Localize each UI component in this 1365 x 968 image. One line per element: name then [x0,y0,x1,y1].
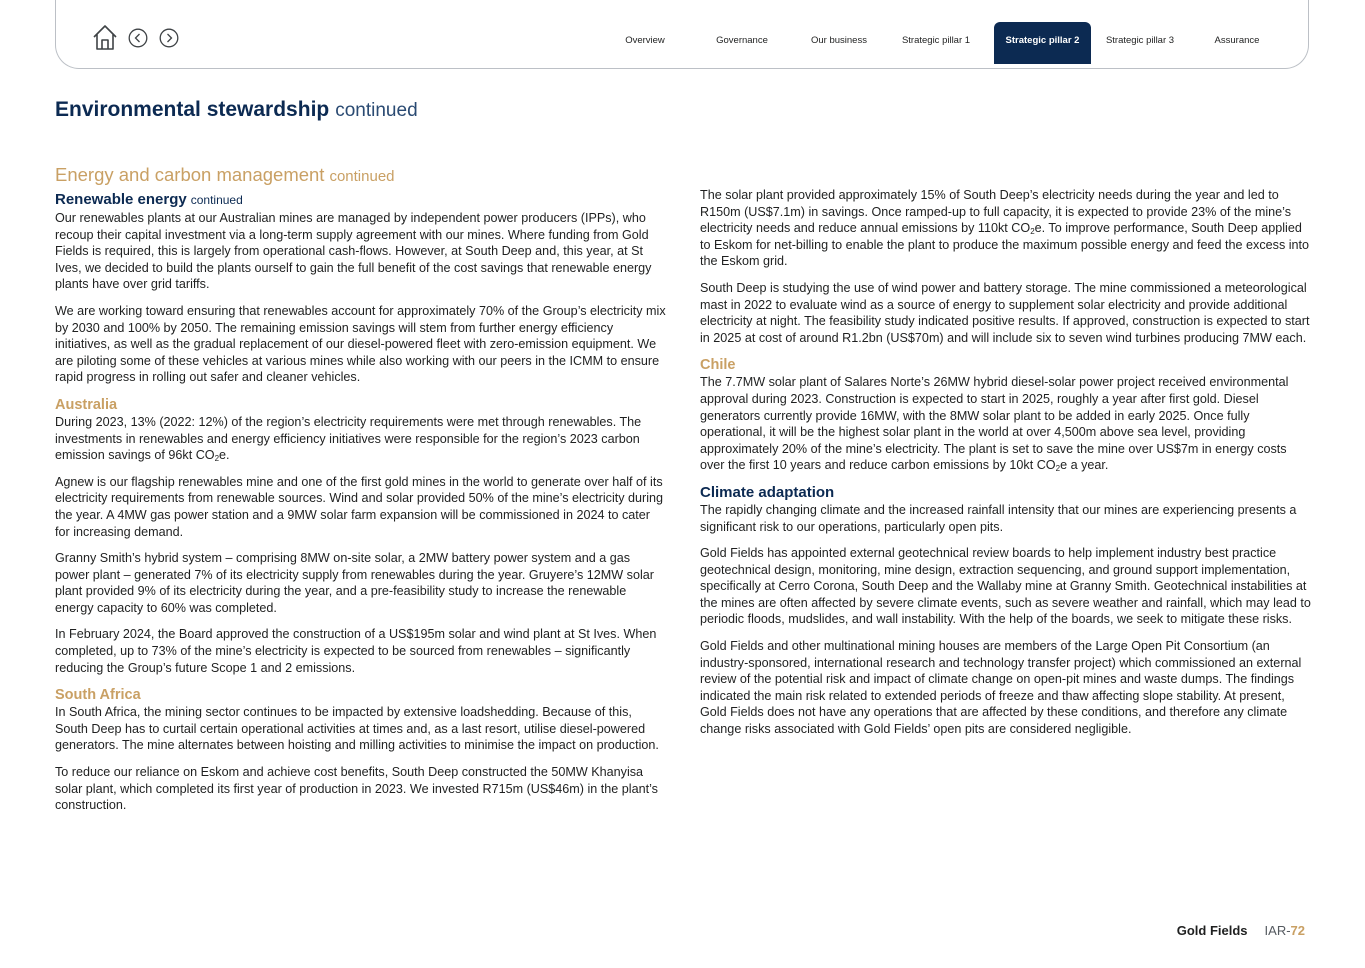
south-africa-paragraph-1: In South Africa, the mining sector continues to be impacted by extensive loadshedding. Because of this, South Deep has to curtail certain operational activities at times and, as a last resort, utilise diesel-powered generators. The mine alternates between hoisting and milling activities to minimise the impact on production. [55,705,659,753]
australia-paragraph-2: Agnew is our flagship renewables mine and one of the first gold mines in the world to generate over half of its electricity requirements from renewable sources. Wind and solar provided 50% of the mine’s electricity during the year. A 4MW gas power station and a 9MW solar farm expansion will be commissioned in 2024 to cater for increasing demand. [55,474,664,539]
climate-paragraph-3: Gold Fields and other multinational mining houses are members of the Large Open Pit Consortium (an industry-sponsored, international research and technology transfer project) which commissioned an external review of the potential risk and impact of climate change on open-pit mines and waste dumps. The findings indicated the main risk related to extended periods of freeze and thaw affecting slope stability. At present, Gold Fields does not have any operations that are affected by these conditions, and therefore any climate change risks associated with Gold Fields’ open pits are considered negligible. [700,639,1302,737]
south-deep-paragraph-1-text: The solar plant provided approximately 15% of South Deep’s electricity needs during the year and led to R150m (US$7.1m) in savings. Once ramped-up to full capacity, it is expected to provide 23% of the mine’s electricity needs and reduce annual emissions by 110kt CO [700,188,1292,236]
footer-report-prefix: IAR- [1264,923,1291,938]
australia-paragraph-1-end: e. [219,448,230,463]
footer-brand: Gold Fields [1176,923,1248,938]
tab-strategic-pillar-3[interactable]: Strategic pillar 3 [1105,34,1175,46]
page-title-suffix: continued [335,100,418,121]
tab-assurance[interactable]: Assurance [1214,34,1260,46]
co2-subscript: 2 [214,454,220,464]
section-heading-suffix: continued [329,168,395,185]
climate-paragraph-1: The rapidly changing climate and the increased rainfall intensity that our mines are experiencing presents a significant risk to our operations, particularly open pits. [700,502,1297,534]
page-title-text: Environmental stewardship [55,98,330,121]
chile-heading: Chile [700,357,736,374]
home-icon[interactable] [92,24,118,51]
right-column [700,187,1312,748]
top-navigation-bar [55,0,1309,69]
section-heading-text: Energy and carbon management [55,164,325,185]
renewable-energy-heading [55,191,667,209]
co2-subscript: 2 [1055,464,1061,474]
section-heading [55,164,667,188]
tab-overview[interactable]: Overview [625,34,665,46]
co2-subscript: 2 [1030,227,1035,237]
australia-paragraph-4: In February 2024, the Board approved the construction of a US$195m solar and wind plant at St Ives. When completed, up to 73% of the mine’s electricity is expected to be sourced from renewables – significantly reducing the Group’s future Scope 1 and 2 emissions. [55,627,657,675]
south-africa-heading: South Africa [55,687,141,704]
chile-paragraph-end: e a year. [1060,458,1109,473]
south-deep-paragraph-1 [700,187,1312,270]
renewable-paragraph-2: We are working toward ensuring that renewables account for approximately 70% of the Group’s electricity mix by 2030 and 100% by 2050. The remaining emission savings will stem from further energy efficiency initiatives, as well as the gradual replacement of our diesel-powered fleet with zero-emission equipment. We are piloting some of these vehicles at various mines while also working with our peers in the ICMM to ensure rapid progress in rolling out safer and cleaner vehicles. [55,303,666,385]
renewable-paragraph-1: Our renewables plants at our Australian mines are managed by independent power producers (IPPs), who recoup their capital investment via a long-term supply agreement with our mines. Where funding from Gold Fields is required, this is largely from operational cash-flows. However, at South Deep and, this year, at St Ives, we decided to build the plants ourself to gain the full benefit of the cost savings that renewable energy plants have over grid tariffs. [55,211,652,292]
chile-paragraph [700,374,1312,474]
australia-paragraph-3: Granny Smith’s hybrid system – comprising 8MW on-site solar, a 2MW battery power system and a gas power plant – generated 7% of its electricity supply from renewables during the year. Gruyere’s 12MW solar plant provided 9% of its electricity during the year, and a pre-feasibility study to increase the renewable energy capacity to 60% was completed. [55,551,654,615]
tab-governance[interactable]: Governance [716,34,768,46]
renewable-energy-heading-text: Renewable energy [55,191,187,208]
next-page-icon[interactable] [159,28,179,48]
section-tabs [606,22,1285,65]
climate-adaptation-heading: Climate adaptation [700,483,835,501]
nav-icon-group [92,24,179,51]
renewable-energy-heading-suffix: continued [190,193,243,207]
chile-paragraph-text: The 7.7MW solar plant of Salares Norte’s 26MW hybrid diesel-solar power project received environmental approval during 2023. Construction is expected to start in 2025, roughly a year after first gold. Diesel generators currently provide 16MW, with the 8MW solar plant to be added in early 2025. Once fully operational, it will be the highest solar plant in the world at over 4,500m above sea level, providing approximately 20% of the mine’s electricity. The plant is set to save the mine over US$7m in energy costs over the first 10 years and reduce carbon emissions by 10kt CO [700,375,1289,473]
south-deep-paragraph-1-end: e. To improve performance, South Deep applied to Eskom for net-billing to enable the plant to produce the maximum possible energy and feed the excess into the Eskom grid. [700,221,1310,269]
previous-page-icon[interactable] [128,28,148,48]
south-deep-paragraph-2: South Deep is studying the use of wind power and battery storage. The mine commissioned a meteorological mast in 2022 to evaluate wind as a source of energy to supplement solar electricity and provide additional electricity at night. The feasibility study indicated positive results. If approved, construction is expected to start in 2025 at cost of around R1.2bn (US$70m) and will include six to seven wind turbines producing 7MW each. [700,280,1310,345]
tab-strategic-pillar-2[interactable]: Strategic pillar 2 [994,22,1091,58]
tab-our-business[interactable]: Our business [811,34,867,46]
australia-heading: Australia [55,396,118,413]
left-column [55,164,667,824]
australia-paragraph-1 [55,414,667,464]
page-footer [1177,923,1305,938]
australia-paragraph-1-text: During 2023, 13% (2022: 12%) of the region’s electricity requirements were met through renewables. The investments in renewables and energy efficiency initiatives were responsible for the region’s 2023 carbon emission savings of 96kt CO [55,414,642,463]
climate-paragraph-2: Gold Fields has appointed external geotechnical review boards to help implement industry best practice geotechnical design, monitoring, mine design, extraction sequencing, and ground support implementation, specifically at Cerro Corona, South Deep and the Wallaby mine at Granny Smith. Geotechnical instabilities at the mines are often affected by severe climate events, such as severe weather and rainfall, which may lead to periodic floods, mudslides, and wall instability. With the help of the boards, we seek to mitigate these risks. [700,546,1311,627]
page-title [55,98,418,122]
south-africa-paragraph-2: To reduce our reliance on Eskom and achieve cost benefits, South Deep constructed the 50MW Khanyisa solar plant, which completed its first year of production in 2023. We invested R715m (US$46m) in the plant’s construction. [55,765,658,813]
tab-strategic-pillar-1[interactable]: Strategic pillar 1 [901,34,971,46]
page-number: 72 [1290,923,1305,938]
